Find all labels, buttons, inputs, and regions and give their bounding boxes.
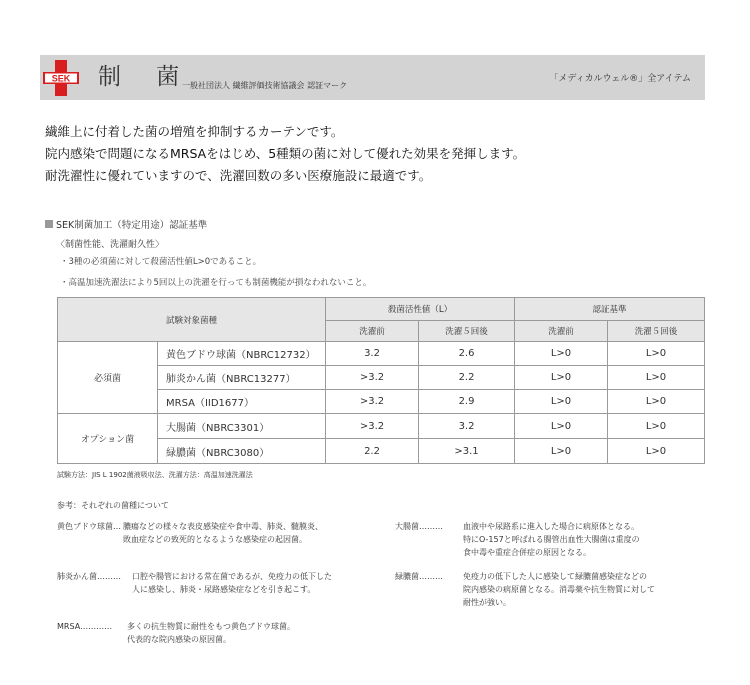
standard-after: L>0 [608, 414, 705, 439]
reference-item [57, 520, 387, 560]
reference-item [57, 570, 387, 598]
activity-after: >3.1 [419, 439, 515, 464]
reference-desc [127, 620, 295, 646]
results-table [57, 297, 705, 464]
intro-line: 院内感染で問題になるMRSAをはじめ、5種類の菌に対して優れた効果を発揮します。 [45, 146, 526, 161]
category-required: 必須菌 [58, 342, 158, 414]
bacteria-name: 肺炎かん菌（NBRC13277） [158, 366, 326, 390]
activity-before: 2.2 [326, 439, 419, 464]
reference-item [395, 520, 695, 562]
reference-desc [132, 570, 332, 596]
header-after5: 洗濯５回後 [419, 321, 515, 342]
standard-before: L>0 [515, 439, 608, 464]
bacteria-name: MRSA（IID1677） [158, 390, 326, 414]
page-title: 制 菌 [98, 64, 194, 90]
standard-after: L>0 [608, 342, 705, 366]
reference-desc [463, 520, 640, 559]
reference-term: 黄色ブドウ球菌… [57, 522, 121, 531]
reference-term: MRSA………… [57, 622, 113, 631]
reference-item [57, 620, 387, 648]
table-row [58, 414, 705, 439]
section-title [45, 217, 207, 231]
reference-desc-line: 代表的な院内感染の原因菌。 [127, 635, 231, 644]
reference-desc [463, 570, 655, 609]
standard-before: L>0 [515, 390, 608, 414]
reference-desc-line: 膿瘍などの様々な表皮感染症や食中毒、肺炎、髄膜炎、 [123, 522, 323, 531]
activity-before: 3.2 [326, 342, 419, 366]
standard-before: L>0 [515, 366, 608, 390]
reference-term: 大腸菌……… [395, 522, 443, 531]
intro-line: 繊維上に付着した菌の増殖を抑制するカーテンです。 [45, 124, 344, 139]
section-title-text: SEK制菌加工（特定用途）認証基準 [56, 220, 208, 231]
section-subtitle: 〈制菌性能、洗濯耐久性〉 [56, 240, 165, 250]
reference-item [395, 570, 695, 612]
reference-term: 肺炎かん菌……… [57, 572, 121, 581]
reference-desc-line: 免疫力の低下した人に感染して緑膿菌感染症などの [463, 572, 647, 581]
reference-title: 参考：それぞれの菌種について [57, 501, 169, 510]
standard-before: L>0 [515, 342, 608, 366]
bacteria-name: 黄色ブドウ球菌（NBRC12732） [158, 342, 326, 366]
header-before: 洗濯前 [326, 321, 419, 342]
test-method-note: 試験方法：JIS L 1902菌液吸収法、洗濯方法：高温加速洗濯法 [57, 471, 253, 479]
reference-desc-line: 院内感染の病原菌となる。消毒薬や抗生物質に対して [463, 585, 655, 594]
intro-line: 耐洗濯性に優れていますので、洗濯回数の多い医療施設に最適です。 [45, 168, 432, 183]
intro-text [45, 121, 525, 187]
activity-after: 3.2 [419, 414, 515, 439]
reference-term: 緑膿菌……… [395, 572, 443, 581]
bacteria-name: 緑膿菌（NBRC3080） [158, 439, 326, 464]
reference-desc [123, 520, 323, 546]
standard-before: L>0 [515, 414, 608, 439]
reference-desc-line: 耐性が強い。 [463, 598, 511, 607]
standard-after: L>0 [608, 390, 705, 414]
square-bullet-icon [45, 220, 53, 228]
bacteria-name: 大腸菌（NBRC3301） [158, 414, 326, 439]
activity-after: 2.2 [419, 366, 515, 390]
reference-desc-line: 敗血症などの致死的となるような感染症の起因菌。 [123, 535, 307, 544]
header-before: 洗濯前 [515, 321, 608, 342]
criterion-item: ・高温加速洗濯法により5回以上の洗濯を行っても制菌機能が損なわれないこと。 [60, 278, 372, 288]
activity-before: >3.2 [326, 390, 419, 414]
reference-desc-line: 食中毒や重症合併症の原因となる。 [463, 548, 591, 557]
activity-before: >3.2 [326, 366, 419, 390]
header-activity: 殺菌活性値（L） [326, 298, 515, 321]
reference-desc-line: 特にO-157と呼ばれる腸管出血性大腸菌は重度の [463, 535, 640, 544]
header-standard: 認証基準 [515, 298, 705, 321]
reference-desc-line: 多くの抗生物質に耐性をもつ黄色ブドウ球菌。 [127, 622, 295, 631]
category-option: オプション菌 [58, 414, 158, 464]
reference-desc-line: 口腔や腸管における常在菌であるが、免疫力の低下した [132, 572, 332, 581]
activity-before: >3.2 [326, 414, 419, 439]
sek-logo-icon [42, 59, 80, 97]
reference-desc-line: 人に感染し、肺炎・尿路感染症などを引き起こす。 [132, 585, 316, 594]
header-banner [40, 55, 705, 100]
header-after5: 洗濯５回後 [608, 321, 705, 342]
activity-after: 2.9 [419, 390, 515, 414]
activity-after: 2.6 [419, 342, 515, 366]
standard-after: L>0 [608, 439, 705, 464]
table-row [58, 342, 705, 366]
standard-after: L>0 [608, 366, 705, 390]
page-subtitle: 一般社団法人 繊維評価技術協議会 認証マーク [182, 81, 348, 90]
header-target: 試験対象菌種 [58, 298, 326, 342]
applicable-items: 「メディカルウェル®」全アイテム [549, 74, 691, 84]
logo-text: SEK [51, 73, 71, 84]
criterion-item: ・3種の必須菌に対して殺菌活性値L>0であること。 [60, 257, 262, 267]
reference-desc-line: 血液中や尿路系に進入した場合に病原体となる。 [463, 522, 639, 531]
